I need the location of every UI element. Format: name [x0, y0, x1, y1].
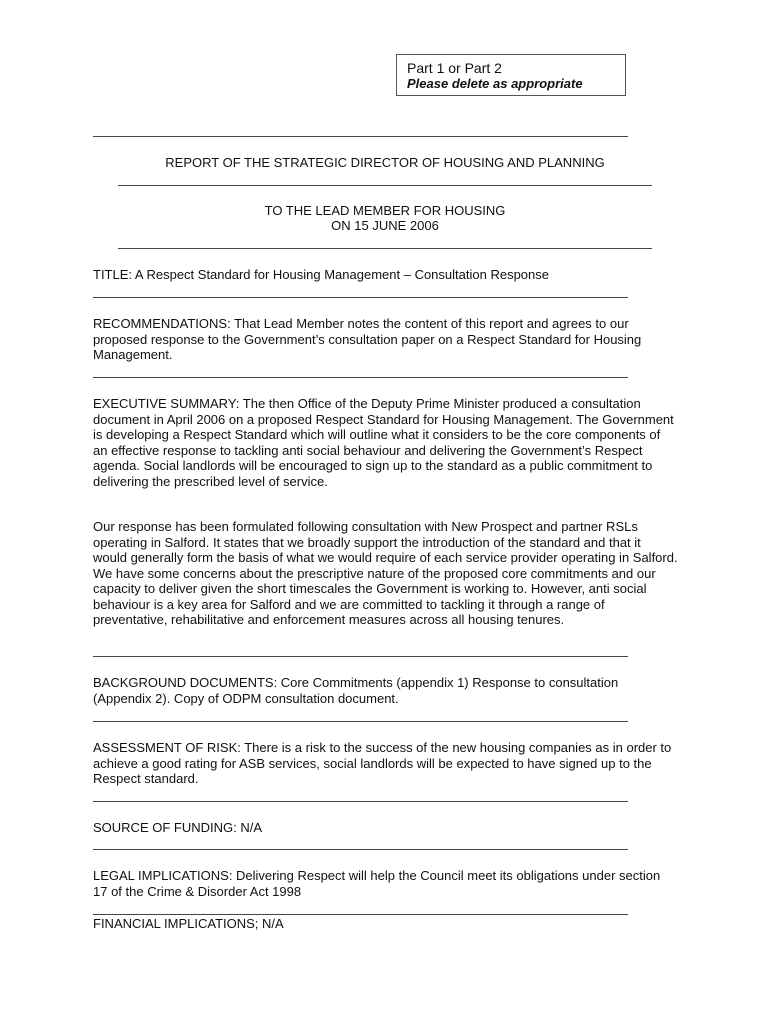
divider — [118, 248, 652, 249]
source-of-funding: SOURCE OF FUNDING: N/A — [93, 820, 263, 835]
report-of-heading: REPORT OF THE STRATEGIC DIRECTOR OF HOUSING AND PLANNING — [165, 155, 605, 170]
part-selection-box — [396, 54, 626, 96]
divider — [93, 914, 628, 915]
part-label: Part 1 or Part 2 — [407, 60, 502, 76]
divider — [93, 136, 628, 137]
recommendations: RECOMMENDATIONS: That Lead Member notes the content of this report and agrees to our proposed response to the Government’s consultation paper on a Respect Standard for Housing Management. — [93, 316, 642, 362]
executive-summary-paragraph: EXECUTIVE SUMMARY: The then Office of the Deputy Prime Minister produced a consultation document in April 2006 on a proposed Respect Standard for Housing Management. The Government is developing a Respect Standard which will outline what it considers to be the core components of an effective response to tackling anti social behaviour and delivering the Government’s Respect agenda. Social landlords will be encouraged to sign up to the standard as a public commitment to delivering the prescribed level of service. — [93, 396, 674, 489]
divider — [93, 377, 628, 378]
divider — [93, 801, 628, 802]
assessment-of-risk: ASSESSMENT OF RISK: There is a risk to the success of the new housing companies as in order to achieve a good rating for ASB services, social landlords will be expected to have signed up to the Respect standard. — [93, 740, 672, 786]
divider — [93, 656, 628, 657]
part-instruction: Please delete as appropriate — [407, 76, 583, 91]
report-title: TITLE: A Respect Standard for Housing Management – Consultation Response — [93, 267, 549, 282]
report-to-line: TO THE LEAD MEMBER FOR HOUSING — [264, 203, 506, 218]
divider — [93, 721, 628, 722]
divider — [93, 297, 628, 298]
divider — [118, 185, 652, 186]
legal-implications: LEGAL IMPLICATIONS: Delivering Respect will help the Council meet its obligations under section 17 of the Crime & Disorder Act 1998 — [93, 868, 661, 899]
background-documents: BACKGROUND DOCUMENTS: Core Commitments (appendix 1) Response to consultation (Appendix 2). Copy of ODPM consultation document. — [93, 675, 619, 706]
financial-implications: FINANCIAL IMPLICATIONS; N/A — [93, 916, 284, 931]
report-date-line: ON 15 JUNE 2006 — [331, 218, 439, 233]
executive-summary-paragraph: Our response has been formulated following consultation with New Prospect and partner RSLs operating in Salford. It states that we broadly support the introduction of the standard and that it would generally form the basis of what we would require of each service provider operating in Salford. We have some concerns about the prescriptive nature of the proposed core commitments and our capacity to deliver given the short timescales the Government is working to. However, anti social behaviour is a key area for Salford and we are committed to tackling it through a range of preventative, rehabilitative and enforcement measures across all housing tenures. — [93, 519, 678, 627]
divider — [93, 849, 628, 850]
